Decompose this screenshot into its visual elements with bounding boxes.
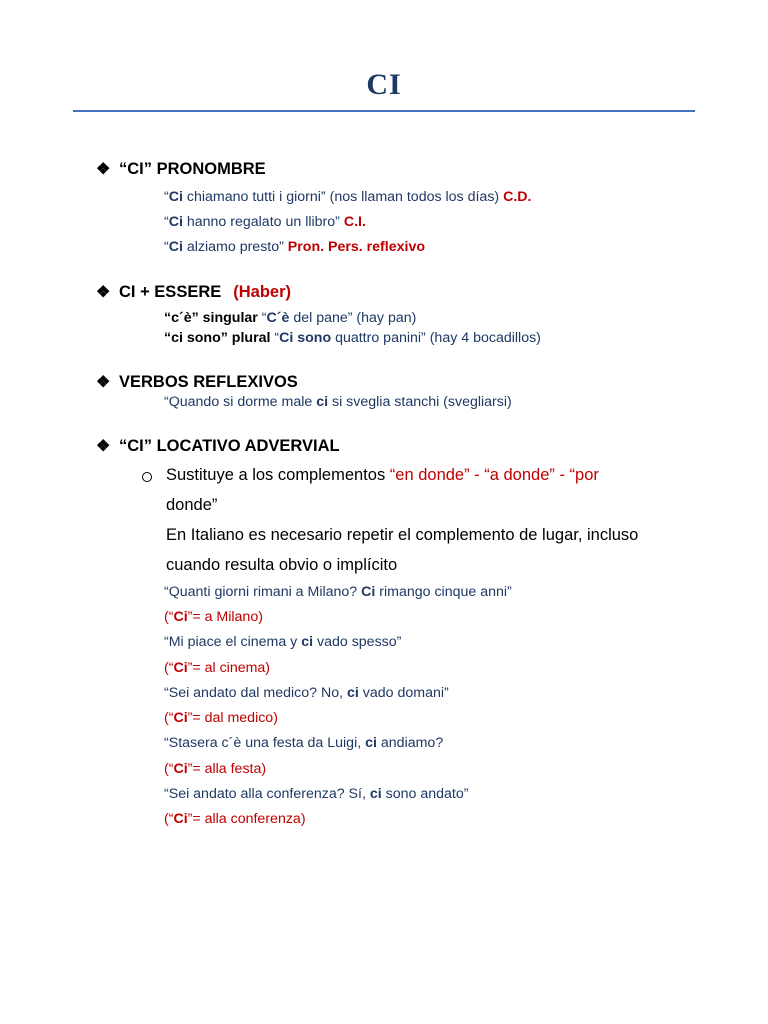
text: “Sei andato alla conferenza? Sí,: [164, 786, 370, 802]
ci-word: Ci: [168, 189, 183, 205]
text: (“: [164, 811, 174, 827]
example-line: [164, 330, 541, 346]
diamond-bullet-icon: ❖: [96, 374, 111, 391]
text: sono andato”: [381, 786, 469, 802]
form-label: “c´è” singular: [164, 310, 258, 326]
form-label: “ci sono” plural: [164, 330, 271, 346]
diamond-bullet-icon: ❖: [96, 161, 111, 178]
example-line: [164, 634, 401, 650]
ci-word: ci: [369, 786, 382, 802]
text: ”= al cinema): [187, 660, 271, 676]
diamond-bullet-icon: ❖: [96, 284, 111, 301]
section-heading-reflexivos: [96, 372, 298, 392]
section-heading-essere: [96, 282, 291, 302]
ci-word: Ci: [173, 811, 188, 827]
text: ”= a Milano): [187, 609, 263, 625]
text: alziamo presto”: [182, 239, 288, 255]
ci-word: ci: [365, 735, 377, 751]
text: (“: [164, 660, 174, 676]
text: hanno regalato un llibro”: [182, 214, 344, 230]
text: “Quanti giorni rimani a Milano?: [164, 584, 362, 600]
text: (“: [164, 609, 174, 625]
heading-text: “CI” LOCATIVO ADVERVIAL: [119, 437, 340, 455]
ci-word: ci: [316, 394, 329, 410]
text: “: [164, 189, 169, 205]
diamond-bullet-icon: ❖: [96, 438, 111, 455]
heading-text: “CI” PRONOMBRE: [119, 160, 266, 178]
page-title: CI: [366, 68, 402, 101]
paragraph-line: [166, 466, 599, 485]
text: “: [164, 214, 169, 230]
heading-red-text: (Haber): [233, 283, 292, 301]
grammar-tag: C.I.: [343, 214, 366, 230]
heading-text: CI + ESSERE: [119, 283, 222, 301]
ci-word: ci: [301, 634, 314, 650]
text: (“: [164, 761, 174, 777]
text: Sustituye a los complementos: [166, 466, 390, 484]
grammar-tag: Pron. Pers. reflexivo: [287, 239, 426, 255]
text: ”= alla conferenza): [187, 811, 306, 827]
example-line: [164, 239, 425, 255]
explanation-line: [164, 761, 266, 777]
text: vado domani”: [358, 685, 449, 701]
paragraph-line: donde”: [166, 496, 218, 514]
heading-text: VERBOS REFLEXIVOS: [119, 373, 298, 391]
text: “: [270, 330, 280, 346]
ci-word: Ci sono: [279, 330, 332, 346]
ci-word: Ci: [173, 609, 188, 625]
ci-word: Ci: [361, 584, 376, 600]
title-underline: [73, 110, 695, 112]
section-heading-locativo: [96, 436, 340, 456]
text: “Quando si dorme male: [164, 394, 317, 410]
text: “Stasera c´è una festa da Luigi,: [164, 735, 366, 751]
example-line: [164, 214, 366, 230]
ci-word: Ci: [173, 761, 188, 777]
example-line: [164, 310, 416, 326]
ci-word: Ci: [168, 239, 183, 255]
text: ”= alla festa): [187, 761, 267, 777]
explanation-line: [164, 811, 306, 827]
example-line: [164, 735, 443, 751]
ci-word: ci: [346, 685, 359, 701]
text: “: [164, 239, 169, 255]
ci-word: Ci: [168, 214, 183, 230]
explanation-line: [164, 660, 270, 676]
text: (“: [164, 710, 174, 726]
text: chiamano tutti i giorni” (nos llaman todos los días): [182, 189, 504, 205]
ci-word: Ci: [173, 710, 188, 726]
circle-bullet-icon: [142, 472, 152, 482]
text: si sveglia stanchi (svegliarsi): [328, 394, 512, 410]
text: ”= dal medico): [187, 710, 278, 726]
text: del pane” (hay pan): [289, 310, 417, 326]
ci-word: C´è: [266, 310, 290, 326]
text: quattro panini” (hay 4 bocadillos): [331, 330, 541, 346]
ci-word: Ci: [173, 660, 188, 676]
example-line: [164, 394, 512, 410]
example-line: [164, 685, 449, 701]
text: rimango cinque anni”: [375, 584, 512, 600]
example-line: [164, 786, 468, 802]
text: “: [257, 310, 267, 326]
text: andiamo?: [376, 735, 444, 751]
highlighted-text: “en donde” - “a donde” - “por: [389, 466, 599, 484]
example-line: [164, 189, 531, 205]
text: “Sei andato dal medico? No,: [164, 685, 347, 701]
paragraph-line: cuando resulta obvio o implícito: [166, 556, 398, 574]
text: “Mi piace el cinema y: [164, 634, 302, 650]
example-line: [164, 584, 512, 600]
section-heading-pronombre: [96, 159, 266, 179]
explanation-line: [164, 710, 278, 726]
grammar-tag: C.D.: [503, 189, 532, 205]
paragraph-line: En Italiano es necesario repetir el complemento de lugar, incluso: [166, 526, 639, 544]
explanation-line: [164, 609, 263, 625]
text: vado spesso”: [313, 634, 402, 650]
